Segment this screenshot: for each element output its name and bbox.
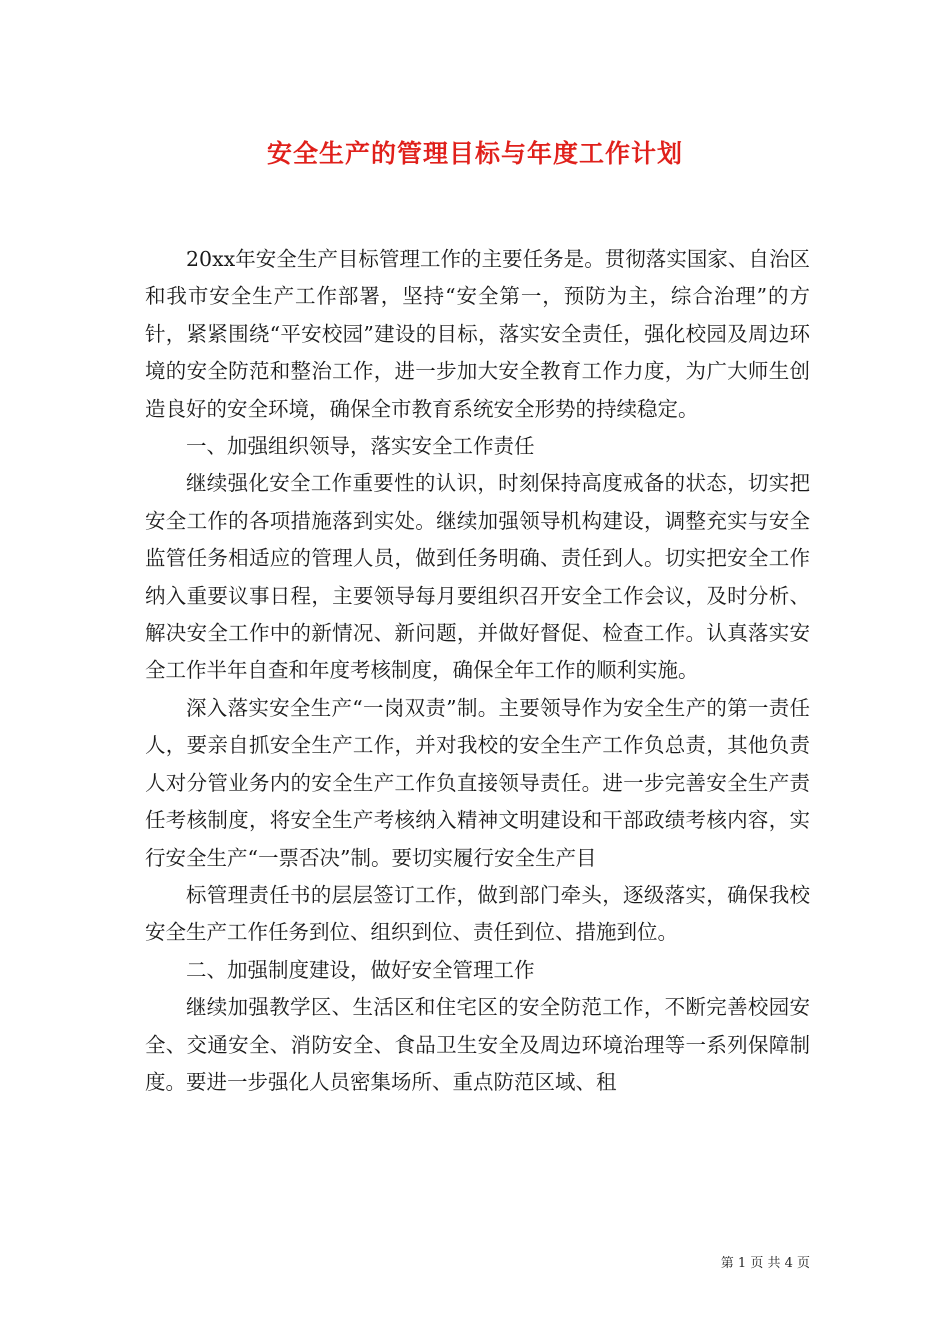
section-heading-2: 二、加强制度建设，做好安全管理工作 bbox=[186, 957, 535, 982]
paragraph: 深入落实安全生产“一岗双责”制。主要领导作为安全生产的第一责任人，要亲自抓安全生产工作，并对我校的安全生产工作负总责，其他负责人对分管业务内的安全生产工作负直接领导责任。进一步完善安全生产责任考核制度，将安全生产考核纳入精神文明建设和干部政绩考核内容，实行安全生产“一票否决”制。要切实履行安全生产目 bbox=[145, 695, 810, 870]
paragraph: 继续强化安全工作重要性的认识，时刻保持高度戒备的状态，切实把安全工作的各项措施落到实处。继续加强领导机构建设，调整充实与安全监管任务相适应的管理人员，做到任务明确、责任到人。切实把安全工作纳入重要议事日程，主要领导每月要组织召开安全工作会议，及时分析、解决安全工作中的新情况、新问题，并做好督促、检查工作。认真落实安全工作半年自查和年度考核制度，确保全年工作的顺利实施。 bbox=[145, 471, 810, 683]
page-number-footer: 第 1 页 共 4 页 bbox=[720, 1256, 810, 1271]
paragraph: 标管理责任书的层层签订工作，做到部门牵头，逐级落实，确保我校安全生产工作任务到位、组织到位、责任到位、措施到位。 bbox=[145, 882, 810, 945]
section-heading-1: 一、加强组织领导，落实安全工作责任 bbox=[186, 434, 535, 459]
document-title: 安全生产的管理目标与年度工作计划 bbox=[266, 139, 683, 168]
document-body bbox=[145, 241, 810, 1101]
paragraph: 继续加强教学区、生活区和住宅区的安全防范工作，不断完善校园安全、交通安全、消防安全、食品卫生安全及周边环境治理等一系列保障制度。要进一步强化人员密集场所、重点防范区域、租 bbox=[145, 995, 810, 1094]
paragraph-intro: 20xx年安全生产目标管理工作的主要任务是。贯彻落实国家、自治区和我市安全生产工作部署，坚持“安全第一，预防为主，综合治理”的方针，紧紧围绕“平安校园”建设的目标，落实安全责任，强化校园及周边环境的安全防范和整治工作，进一步加大安全教育工作力度，为广大师生创造良好的安全环境，确保全市教育系统安全形势的持续稳定。 bbox=[145, 247, 810, 421]
